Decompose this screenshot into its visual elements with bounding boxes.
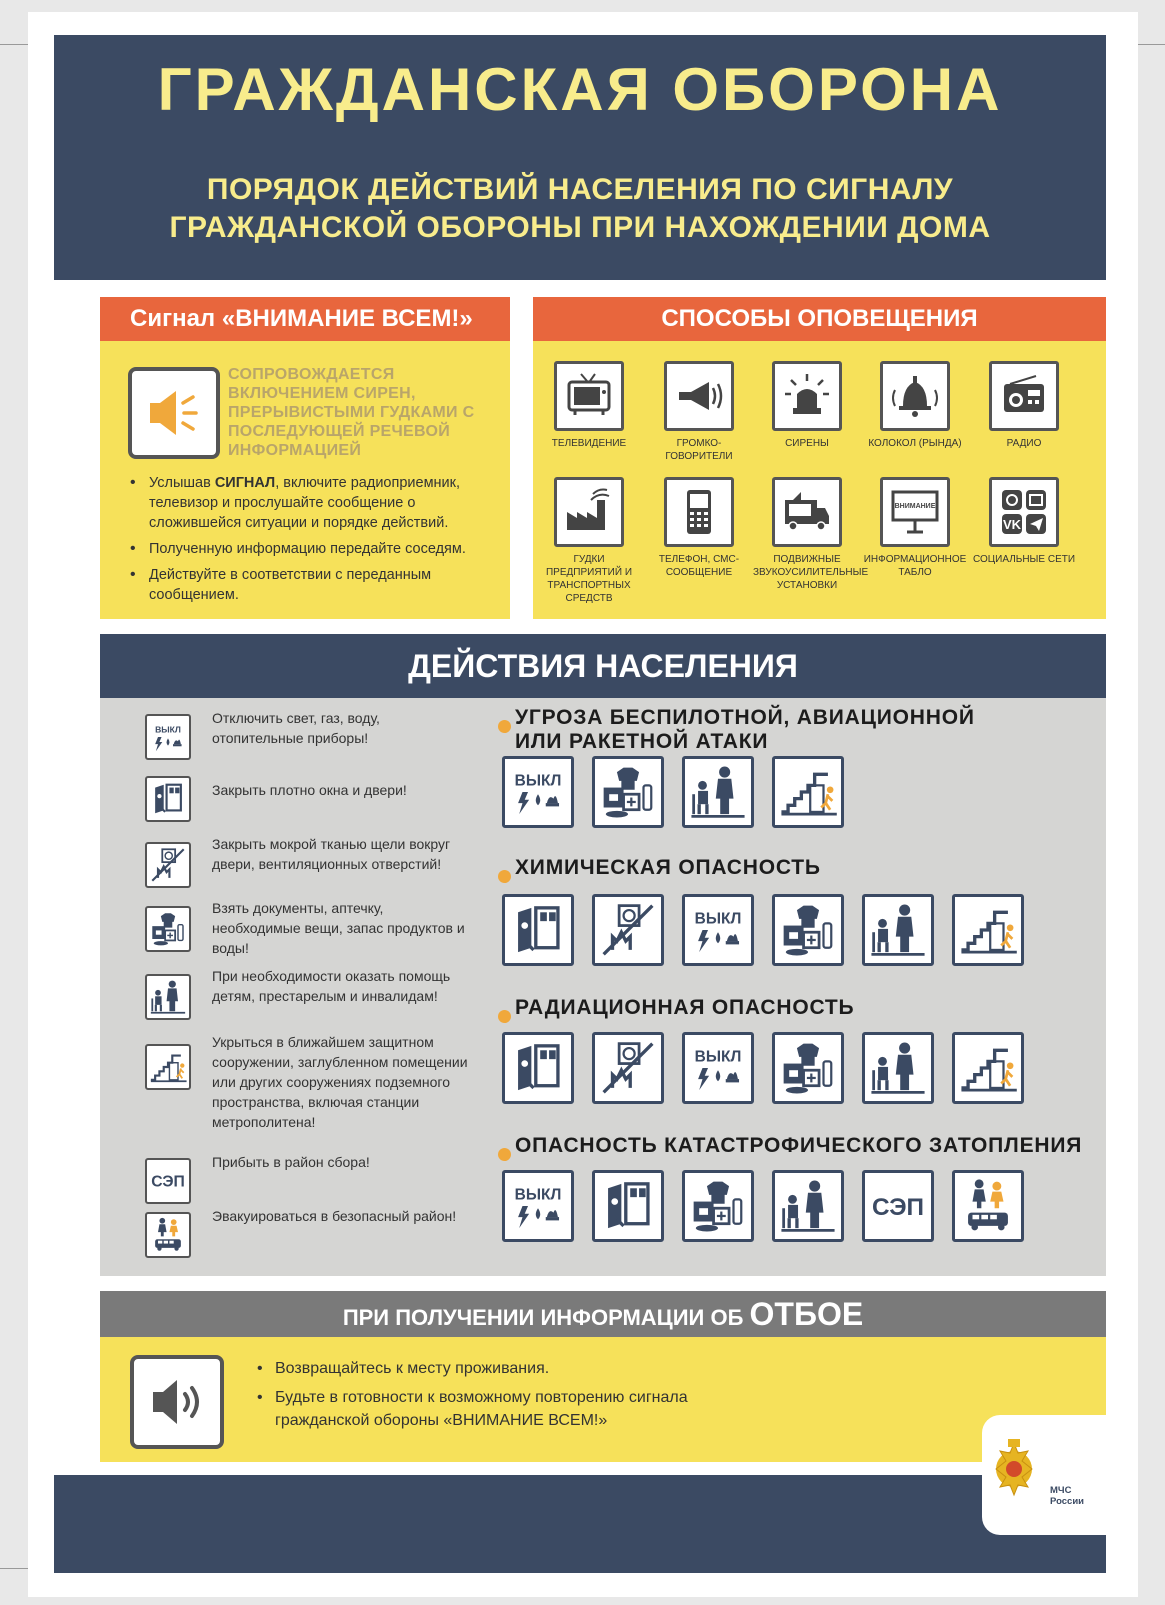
section-title: УГРОЗА БЕСПИЛОТНОЙ, АВИАЦИОННОЙ ИЛИ РАКЕТНОЙ АТАКИ [515,706,975,753]
help-icon [862,1032,934,1104]
methods-heading: СПОСОБЫ ОПОВЕЩЕНИЯ [533,297,1106,341]
section-title: ОПАСНОСТЬ КАТАСТРОФИЧЕСКОГО ЗАТОПЛЕНИЯ [515,1134,1083,1157]
supplies-icon [772,1032,844,1104]
section-bullet [498,870,511,883]
signal-bullet: • Действуйте в соответствии с переданным сообщением. [128,565,498,605]
help-icon [145,974,191,1020]
notification-method [535,477,643,605]
bullet-text: Услышав [149,475,215,491]
notification-method [861,361,969,450]
svg-text:ВНИМАНИЕ: ВНИМАНИЕ [894,503,936,510]
off-icon [682,894,754,966]
off-icon [502,756,574,828]
supplies-icon [592,756,664,828]
vent-icon [592,1032,664,1104]
svg-text:ВЫКЛ: ВЫКЛ [514,772,562,790]
notification-method [645,361,753,463]
method-label: ТЕЛЕФОН, СМС-СООБЩЕНИЕ [658,554,740,578]
vent-icon [592,894,664,966]
supplies-icon [682,1170,754,1242]
method-label: РАДИО [1006,438,1042,449]
bullet-text: , включите радиоприемник, телевизор и прослушайте сообщение о сложившейся ситуации и порядке действий. [149,475,461,531]
poster-subtitle-2: ГРАЖДАНСКОЙ ОБОРОНЫ ПРИ НАХОЖДЕНИИ ДОМА [169,211,991,244]
crop-mark [1138,44,1165,45]
bell-icon [880,361,950,431]
svg-text:ВЫКЛ: ВЫКЛ [514,1186,562,1204]
notification-method [645,477,753,579]
svg-text:СЭП: СЭП [151,1173,185,1191]
sep-icon [862,1170,934,1242]
door-icon [145,776,191,822]
loudspeaker-icon [664,361,734,431]
section-bullet [498,720,511,733]
notification-method [970,477,1078,566]
svg-text:ВЫКЛ: ВЫКЛ [694,910,742,928]
poster-header [54,35,1106,280]
legend-text: Закрыть мокрой тканью щели вокруг двери, вентиляционных отверстий! [212,836,451,872]
all-clear-panel [100,1337,1106,1462]
method-label: СИРЕНЫ [785,438,829,449]
van-icon [772,477,842,547]
supplies-icon [145,906,191,952]
board-icon [880,477,950,547]
door-icon [502,894,574,966]
shelter-icon [772,756,844,828]
evacuate-icon [952,1170,1024,1242]
notification-method [535,361,643,450]
actions-panel [100,634,1106,1276]
poster-subtitle-1: ПОРЯДОК ДЕЙСТВИЙ НАСЕЛЕНИЯ ПО СИГНАЛУ [206,173,954,206]
crop-mark [0,44,28,45]
method-label: ПОДВИЖНЫЕ ЗВУКОУСИЛИТЕЛЬНЫЕ УСТАНОВКИ [753,554,869,591]
all-clear-bullet: • Будьте в готовности к возможному повторению сигнала гражданской обороны «ВНИМАНИЕ ВСЕМ!» [255,1386,725,1432]
off-icon [502,1170,574,1242]
actions-heading: ДЕЙСТВИЯ НАСЕЛЕНИЯ [100,634,1106,698]
legend-text: Прибыть в район сбора! [212,1154,370,1170]
notification-method [753,361,861,450]
evacuate-icon [145,1212,191,1258]
method-label: ИНФОРМАЦИОННОЕ ТАБЛО [863,554,967,578]
svg-text:VK: VK [1002,517,1022,532]
help-icon [862,894,934,966]
method-label: ГРОМКО-ГОВОРИТЕЛИ [665,438,733,462]
door-icon [502,1032,574,1104]
crop-mark [0,1568,28,1569]
signal-instructions [128,473,498,611]
signal-bullet: • Полученную информацию передайте соседям. [128,539,498,559]
methods-panel [533,297,1106,619]
legend-text: Закрыть плотно окна и двери! [212,782,407,798]
legend-text: Взять документы, аптечку, необходимые вещи, запас продуктов и воды! [212,900,465,956]
poster-title: ГРАЖДАНСКАЯ ОБОРОНА [157,56,1003,123]
poster-footer [54,1475,1106,1573]
shelter-icon [145,1044,191,1090]
radio-icon [989,361,1059,431]
factory-icon [554,477,624,547]
signal-panel [100,297,510,619]
method-label: СОЦИАЛЬНЫЕ СЕТИ [972,554,1076,565]
legend-text: Эвакуироваться в безопасный район! [212,1208,457,1224]
off-icon [145,714,191,760]
help-icon [682,756,754,828]
svg-text:СЭП: СЭП [871,1193,925,1221]
shelter-icon [952,894,1024,966]
shelter-icon [952,1032,1024,1104]
speaker-icon [128,367,220,459]
all-clear-heading-bold: ОТБОЕ [749,1296,864,1332]
off-icon [682,1032,754,1104]
signal-bullet [128,473,498,533]
notification-method [753,477,869,592]
method-label: КОЛОКОЛ (РЫНДА) [868,438,962,449]
all-clear-bullet: • Возвращайтесь к месту проживания. [255,1357,725,1380]
all-clear-heading-text: ПРИ ПОЛУЧЕНИИ ИНФОРМАЦИИ ОБ [342,1305,750,1330]
bullet-bold: СИГНАЛ [214,475,276,491]
phone-icon [664,477,734,547]
speaker-icon [130,1355,224,1449]
social-icon [989,477,1059,547]
legend-text: Укрыться в ближайшем защитном сооружении, заглубленном помещении или других сооружениях подземного пространства, включая станции метрополитена! [212,1034,468,1130]
notification-method [970,361,1078,450]
tv-icon [554,361,624,431]
sep-icon [145,1158,191,1204]
method-label: ГУДКИ ПРЕДПРИЯТИЙ И ТРАНСПОРТНЫХ СРЕДСТВ [545,554,632,604]
svg-text:ВЫКЛ: ВЫКЛ [694,1048,742,1066]
section-bullet [498,1010,511,1023]
section-title: РАДИАЦИОННАЯ ОПАСНОСТЬ [515,996,855,1019]
help-icon [772,1170,844,1242]
logo-text: МЧС России [1050,1485,1085,1507]
door-icon [592,1170,664,1242]
siren-icon [772,361,842,431]
legend-text: При необходимости оказать помощь детям, престарелым и инвалидам! [212,968,451,1004]
svg-text:ВЫКЛ: ВЫКЛ [155,724,181,735]
all-clear-heading [100,1291,1106,1337]
method-label: ТЕЛЕВИДЕНИЕ [551,438,627,449]
signal-description: СОПРОВОЖДАЕТСЯ ВКЛЮЧЕНИЕМ СИРЕН, ПРЕРЫВИСТЫМИ ГУДКАМИ С ПОСЛЕДУЮЩЕЙ РЕЧЕВОЙ ИНФОРМАЦИЕЙ [228,366,475,459]
legend-text: Отключить свет, газ, воду, отопительные приборы! [212,710,380,746]
all-clear-list [255,1357,725,1438]
emercom-logo [982,1415,1106,1535]
vent-icon [145,842,191,888]
section-bullet [498,1148,511,1161]
signal-heading: Сигнал «ВНИМАНИЕ ВСЕМ!» [100,297,510,341]
emblem-icon [988,1423,1058,1513]
notification-method [861,477,969,579]
supplies-icon [772,894,844,966]
section-title: ХИМИЧЕСКАЯ ОПАСНОСТЬ [515,856,821,879]
